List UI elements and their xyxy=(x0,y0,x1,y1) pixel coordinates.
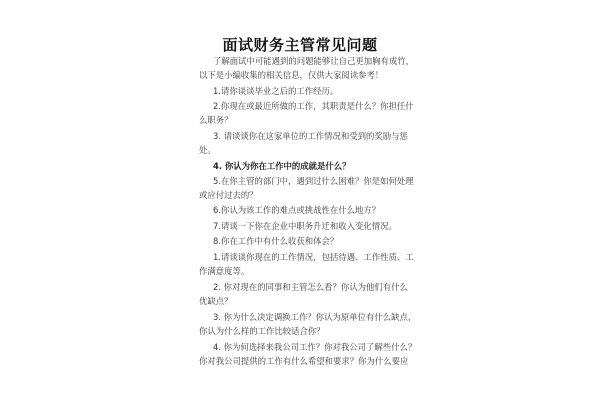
question-line-cont: 作满意度等。 xyxy=(199,266,250,276)
question-line: 4. 你为何选择来我公司工作？你对我公司了解些什么？ xyxy=(213,342,417,352)
page-title: 面试财务主管常见问题 xyxy=(222,36,378,54)
question-line: 5.在你主管的部门中，遇到过什么困难？你是如何处理 xyxy=(213,176,414,186)
question-line: 2. 你对现在的同事和主管怎么看？你认为他们有什么 xyxy=(213,282,408,292)
question-line: 1.请你谈谈毕业之后的工作经历。 xyxy=(213,86,339,96)
question-line: 8.你在工作中有什么收获和体会？ xyxy=(213,236,339,246)
intro-line-2: 以下是小编收集的相关信息，仅供大家阅读参考！ xyxy=(199,70,384,80)
question-line-cont: 你认为什么样的工作比较适合你？ xyxy=(199,326,325,336)
question-line: 3. 你为什么决定调换工作？你认为原单位有什么缺点， xyxy=(213,312,417,322)
question-line: 2.你现在或最近所做的工作，其职责是什么？你担任什 xyxy=(213,101,414,111)
intro-line-1: 了解面试中可能遇到的问题能够让自己更加胸有成竹， xyxy=(213,56,414,66)
question-line: 6.你认为该工作的难点或挑战性在什么地方？ xyxy=(213,205,381,215)
question-line: 1.请谈谈你现在的工作情况，包括待遇、工作性质、工 xyxy=(213,252,414,262)
question-line: 4. 你认为你在工作中的成就是什么？ xyxy=(213,161,351,171)
question-line-cont: 么职务？ xyxy=(199,115,233,125)
question-line: 3. 请谈谈你在这家单位的工作情况和受到的奖励与惩 xyxy=(213,131,408,141)
question-line-cont: 优缺点？ xyxy=(199,296,233,306)
question-line-cont: 或应付过去的？ xyxy=(199,190,258,200)
question-line-cont: 处。 xyxy=(199,145,216,155)
question-line-cont: 你对我公司提供的工作有什么希望和要求？你为什么要应 xyxy=(199,356,409,366)
question-line: 7.请谈一下你在企业中职务升迁和收入变化情况。 xyxy=(213,221,397,231)
